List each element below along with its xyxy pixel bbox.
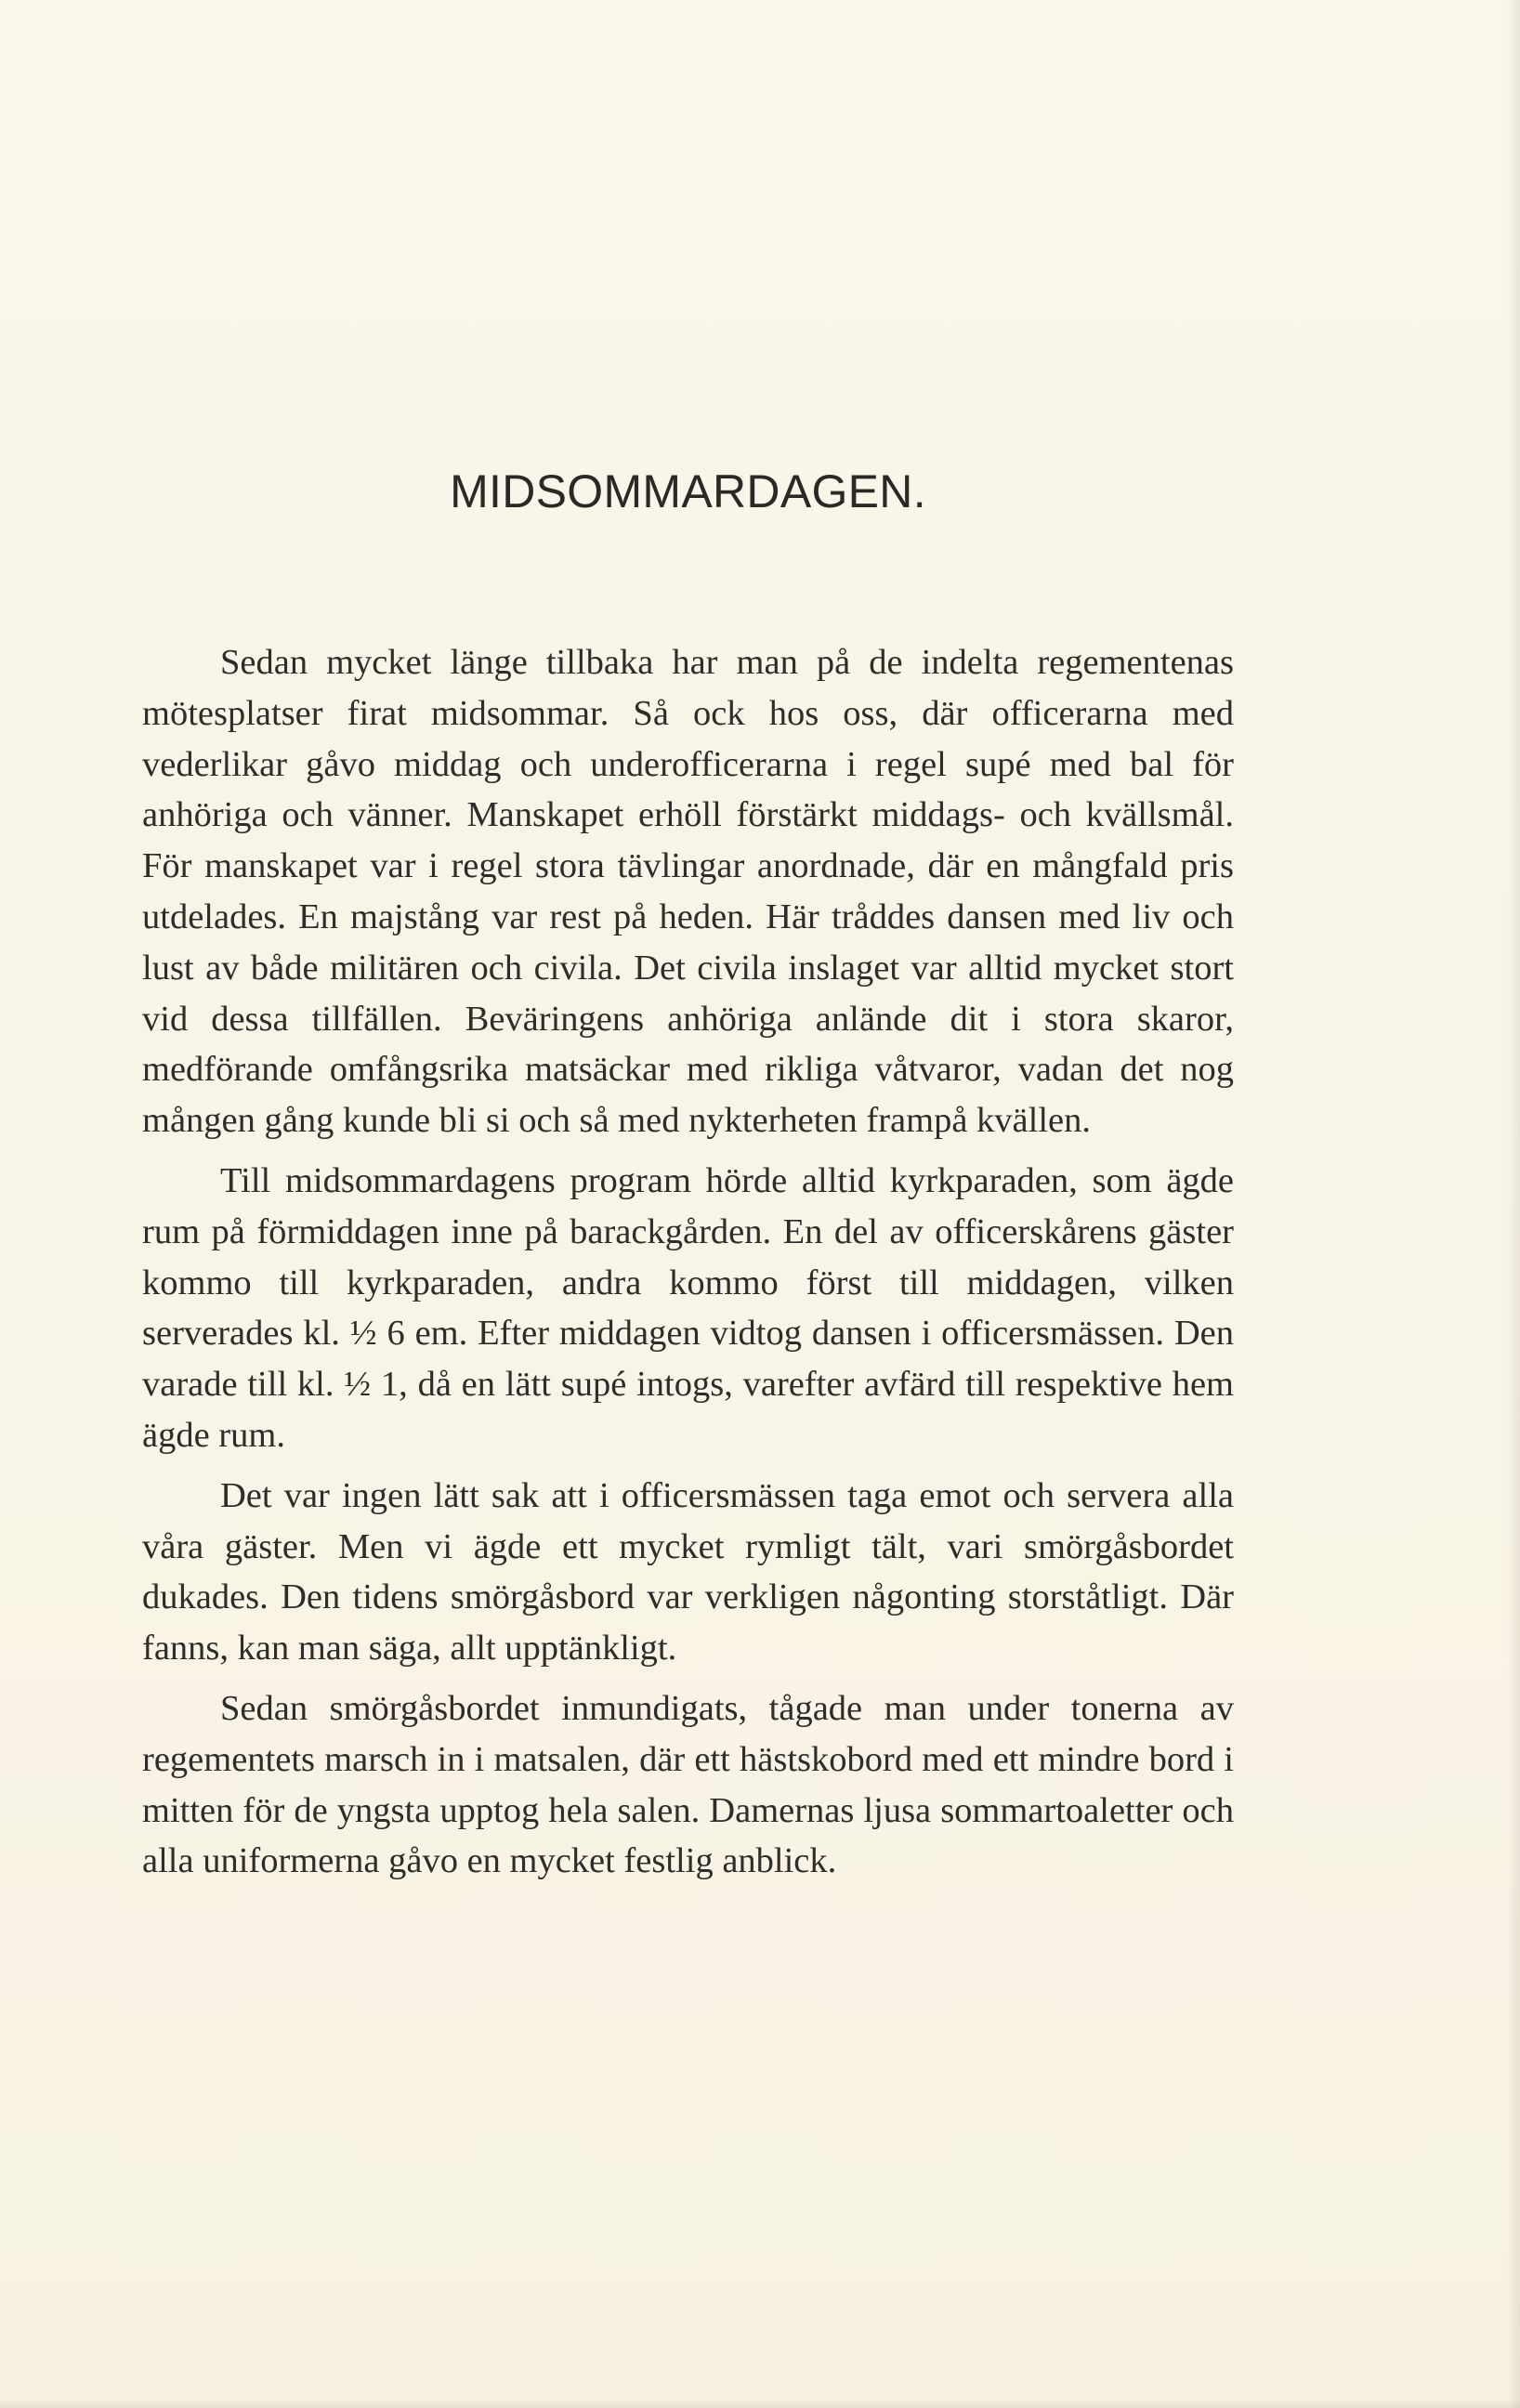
- paragraph-3: Det var ingen lätt sak att i officersmässen taga emot och servera alla våra gäster. Men vi ägde ett mycket rymligt tält, vari smörgåsbordet dukades. Den tidens smörgåsbord var verkligen någonting storståtligt. Där fanns, kan man säga, allt upptänkligt.: [142, 1475, 1234, 1669]
- body-text: [142, 637, 1234, 1887]
- paragraph-4: Sedan smörgåsbordet inmundigats, tågade man under tonerna av regementets marsch in i matsalen, där ett hästskobord med ett mindre bord i mitten för de yngsta upptog hela salen. Damernas ljusa sommartoaletter och alla uniformerna gåvo en mycket festlig anblick.: [142, 1688, 1234, 1881]
- page-edge-right: [1507, 0, 1520, 2408]
- page-content: [142, 465, 1234, 1887]
- paragraph-1: Sedan mycket länge tillbaka har man på de indelta regementenas mötesplatser firat midsommar. Så ock hos oss, där officerarna med vederlikar gåvo middag och underofficerarna i regel supé med bal för anhöriga och vänner. Manskapet erhöll förstärkt middags- och kvällsmål. För manskapet var i regel stora tävlingar anordnade, där en mångfald pris utdelades. En majstång var rest på heden. Här tråddes dansen med liv och lust av både militären och civila. Det civila inslaget var alltid mycket stort vid dessa tillfällen. Beväringens anhöriga anlände dit i stora skaror, medförande omfångsrika matsäckar med rikliga våtvaror, vadan det nog mången gång kunde bli si och så med nykterheten frampå kvällen.: [142, 643, 1234, 1141]
- chapter-title: MIDSOMMARDAGEN.: [450, 465, 926, 517]
- paragraph-2: Till midsommardagens program hörde alltid kyrkparaden, som ägde rum på förmiddagen inne på barackgården. En del av officerskårens gäster kommo till kyrkparaden, andra kommo först till middagen, vilken serverades kl. ½ 6 em. Efter middagen vidtog dansen i officersmässen. Den varade till kl. ½ 1, då en lätt supé intogs, varefter avfärd till respektive hem ägde rum.: [142, 1160, 1234, 1455]
- page-edge-bottom: [0, 2399, 1520, 2408]
